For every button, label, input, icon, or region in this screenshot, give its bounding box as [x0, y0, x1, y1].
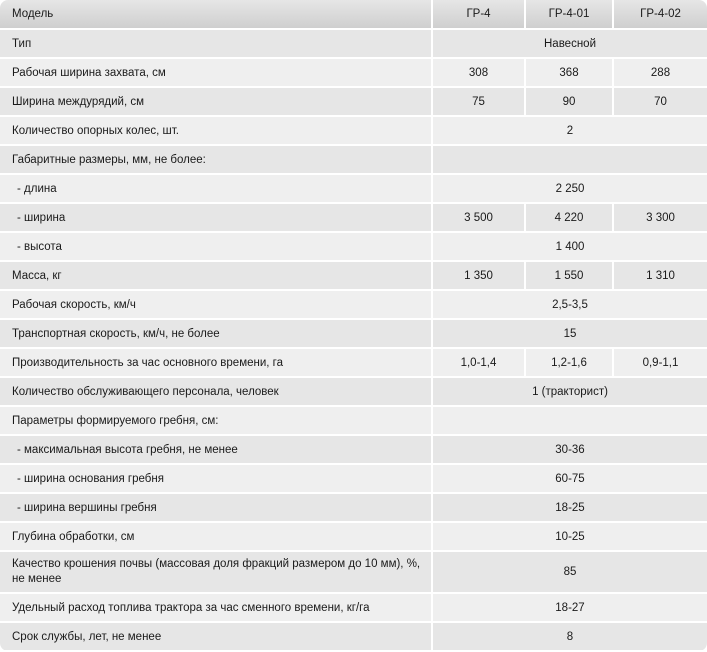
- table-row: [0, 232, 707, 261]
- row-value: 2: [432, 116, 707, 145]
- row-value: 85: [432, 551, 707, 593]
- row-value-gr4-02: 3 300: [613, 203, 707, 232]
- row-label: - длина: [0, 174, 432, 203]
- table-row: [0, 116, 707, 145]
- row-value: 15: [432, 319, 707, 348]
- row-label: Производительность за час основного времени, га: [0, 348, 432, 377]
- row-label: Транспортная скорость, км/ч, не более: [0, 319, 432, 348]
- row-label: - высота: [0, 232, 432, 261]
- header-model-gr4-01: ГР-4-01: [525, 0, 613, 29]
- table-row: [0, 319, 707, 348]
- header-model-label: Модель: [0, 0, 432, 29]
- table-row: [0, 174, 707, 203]
- row-label: Количество обслуживающего персонала, человек: [0, 377, 432, 406]
- table-row: [0, 622, 707, 651]
- row-value-gr4: 3 500: [432, 203, 525, 232]
- row-label: Ширина междурядий, см: [0, 87, 432, 116]
- table-row: [0, 593, 707, 622]
- header-model-gr4: ГР-4: [432, 0, 525, 29]
- row-value: [432, 145, 707, 174]
- row-label: - ширина вершины гребня: [0, 493, 432, 522]
- row-label: Рабочая ширина захвата, см: [0, 58, 432, 87]
- table-row: [0, 551, 707, 593]
- table-row: [0, 348, 707, 377]
- row-value: Навесной: [432, 29, 707, 58]
- table-row: [0, 58, 707, 87]
- row-label: - максимальная высота гребня, не менее: [0, 435, 432, 464]
- row-value: 18-27: [432, 593, 707, 622]
- row-value-gr4-01: 1 550: [525, 261, 613, 290]
- row-label: Тип: [0, 29, 432, 58]
- row-label: - ширина основания гребня: [0, 464, 432, 493]
- row-label: Глубина обработки, см: [0, 522, 432, 551]
- row-value: 1 (тракторист): [432, 377, 707, 406]
- row-value-gr4-02: 288: [613, 58, 707, 87]
- row-value-gr4-02: 1 310: [613, 261, 707, 290]
- row-value: 2 250: [432, 174, 707, 203]
- row-value-gr4-02: 0,9-1,1: [613, 348, 707, 377]
- table-row: [0, 464, 707, 493]
- row-value: 10-25: [432, 522, 707, 551]
- header-model-gr4-02: ГР-4-02: [613, 0, 707, 29]
- row-value-gr4: 308: [432, 58, 525, 87]
- row-value-gr4-02: 70: [613, 87, 707, 116]
- table-row: [0, 261, 707, 290]
- table-row: [0, 435, 707, 464]
- row-value: 1 400: [432, 232, 707, 261]
- row-value-gr4-01: 90: [525, 87, 613, 116]
- table-row: [0, 290, 707, 319]
- row-label: Масса, кг: [0, 261, 432, 290]
- row-label: Качество крошения почвы (массовая доля фракций размером до 10 мм), %, не менее: [0, 551, 432, 593]
- row-value-gr4: 1 350: [432, 261, 525, 290]
- table-row-section: [0, 406, 707, 435]
- row-value-gr4: 1,0-1,4: [432, 348, 525, 377]
- row-value: 18-25: [432, 493, 707, 522]
- table-row: [0, 522, 707, 551]
- table-header-row: [0, 0, 707, 29]
- section-label: Габаритные размеры, мм, не более:: [0, 145, 432, 174]
- row-value: 60-75: [432, 464, 707, 493]
- table-row: [0, 29, 707, 58]
- row-value-gr4: 75: [432, 87, 525, 116]
- table-body: [0, 29, 707, 651]
- row-value: 30-36: [432, 435, 707, 464]
- row-value: 2,5-3,5: [432, 290, 707, 319]
- row-label: - ширина: [0, 203, 432, 232]
- table-row-section: [0, 145, 707, 174]
- row-value: 8: [432, 622, 707, 651]
- row-value: [432, 406, 707, 435]
- row-label: Количество опорных колес, шт.: [0, 116, 432, 145]
- row-label: Рабочая скорость, км/ч: [0, 290, 432, 319]
- row-value-gr4-01: 368: [525, 58, 613, 87]
- row-label: Удельный расход топлива трактора за час сменного времени, кг/га: [0, 593, 432, 622]
- table-row: [0, 203, 707, 232]
- section-label: Параметры формируемого гребня, см:: [0, 406, 432, 435]
- table-row: [0, 377, 707, 406]
- row-value-gr4-01: 4 220: [525, 203, 613, 232]
- table-row: [0, 493, 707, 522]
- row-label: Срок службы, лет, не менее: [0, 622, 432, 651]
- row-value-gr4-01: 1,2-1,6: [525, 348, 613, 377]
- table-row: [0, 87, 707, 116]
